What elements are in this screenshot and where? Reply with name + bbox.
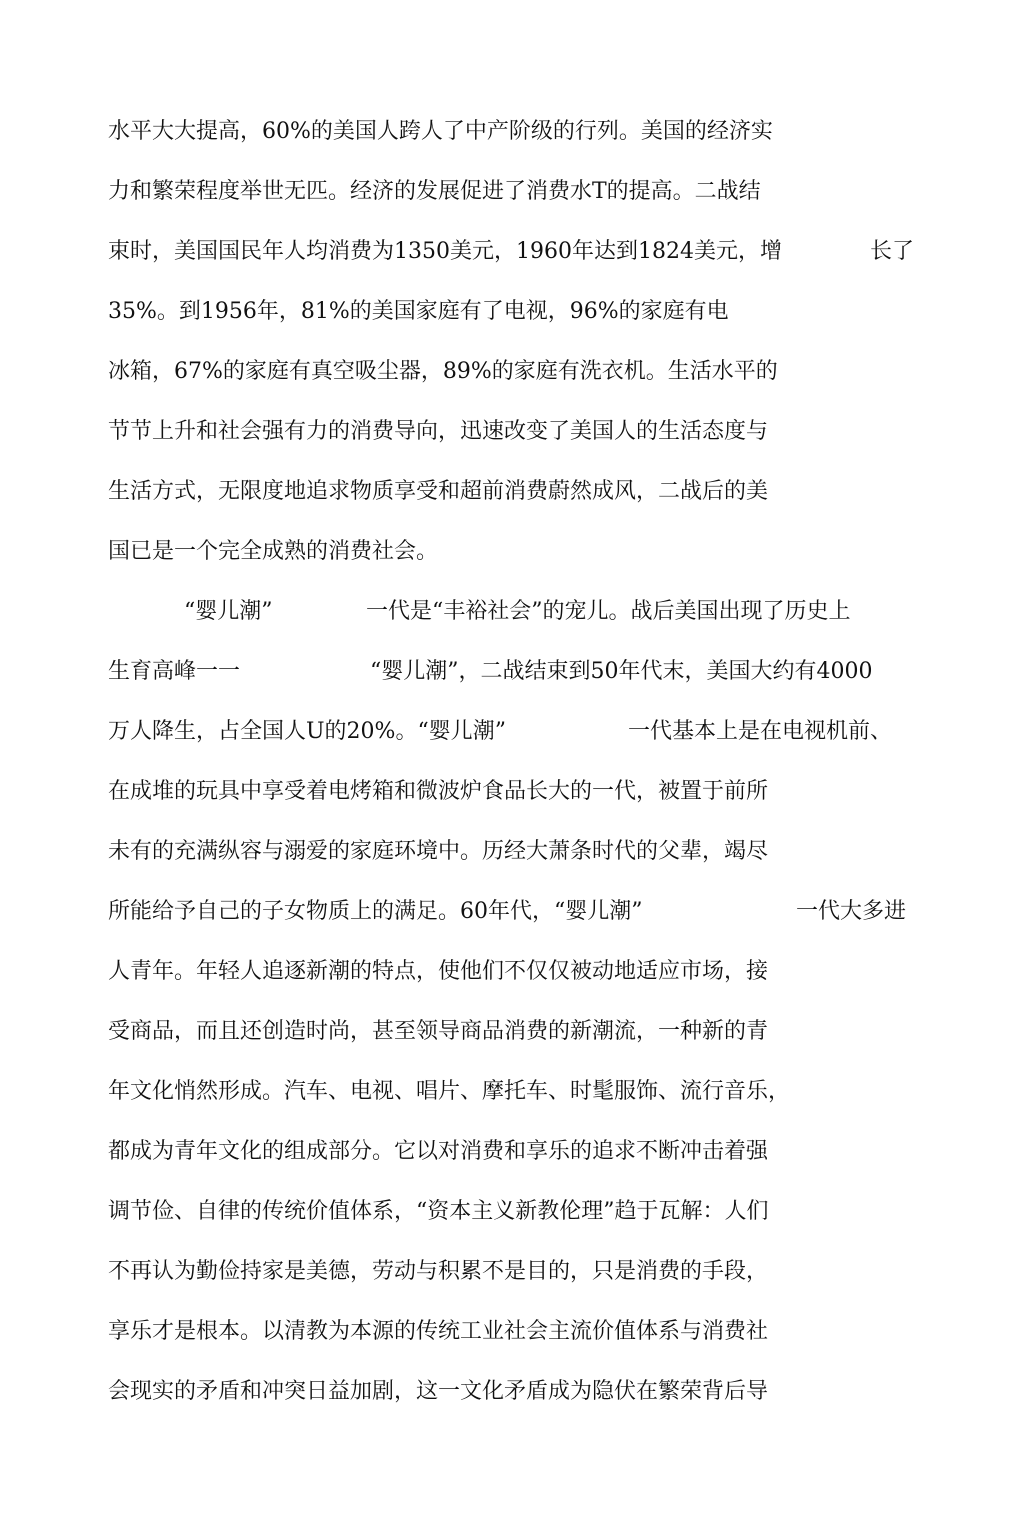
text-segment: 束时，美国国民年人均消费为1350美元，1960年达到1824美元，增 (108, 239, 782, 264)
text-segment: 节节上升和社会强有力的消费导向，迅速改变了美国人的生活态度与 (108, 419, 769, 444)
text-segment: 不再认为勤俭持家是美德，劳动与积累不是目的，只是消费的手段， (108, 1259, 769, 1284)
text-segment: 享乐才是根本。以清教为本源的传统工业社会主流价值体系与消费社 (108, 1319, 769, 1344)
text-segment: 力和繁荣程度举世无匹。经济的发展促进了消费水T的提高。二战结 (108, 179, 761, 204)
text-segment: 生活方式，无限度地追求物质享受和超前消费蔚然成风，二战后的美 (108, 479, 769, 504)
text-segment: 受商品，而且还创造时尚，甚至领导商品消费的新潮流，一种新的青 (108, 1019, 769, 1044)
text-segment: 未有的充满纵容与溺爱的家庭环境中。历经大萧条时代的父辈，竭尽 (108, 839, 769, 864)
text-segment: 水平大大提高，60%的美国人跨人了中产阶级的行列。美国的经济实 (108, 119, 773, 144)
text-segment: 调节俭、自律的传统价值体系，“资本主义新教伦理”趋于瓦解：人们 (108, 1199, 769, 1224)
text-segment: 35%。到1956年，81%的美国家庭有了电视，96%的家庭有电 (108, 299, 729, 324)
text-segment: 所能给予自己的子女物质上的满足。60年代，“婴儿潮” (108, 899, 643, 924)
text-segment: 都成为青年文化的组成部分。它以对消费和享乐的追求不断冲击着强 (108, 1139, 769, 1164)
text-segment: 一代大多进 (796, 899, 907, 924)
text-segment: “婴儿潮”，二战结束到50年代末，美国大约有4000 (370, 659, 873, 684)
text-segment: 长了 (870, 239, 915, 264)
text-segment: 人青年。年轻人追逐新潮的特点，使他们不仅仅被动地适应市场，接 (108, 959, 769, 984)
text-segment: 一代基本上是在电视机前、 (628, 719, 893, 744)
text-segment: 生育高峰一一 (108, 659, 241, 684)
text-segment: 国已是一个完全成熟的消费社会。 (108, 539, 439, 564)
text-segment: 年文化悄然形成。汽车、电视、唱片、摩托车、时髦服饰、流行音乐， (108, 1079, 791, 1104)
text-segment: 万人降生，占全国人U的20%。“婴儿潮” (108, 719, 506, 744)
text-segment: 会现实的矛盾和冲突日益加剧，这一文化矛盾成为隐伏在繁荣背后导 (108, 1379, 769, 1404)
text-segment: 一代是“丰裕社会”的宠儿。战后美国出现了历史上 (366, 599, 851, 624)
text-segment: “婴儿潮” (184, 599, 273, 624)
text-segment: 在成堆的玩具中享受着电烤箱和微波炉食品长大的一代，被置于前所 (108, 779, 769, 804)
text-segment: 冰箱，67%的家庭有真空吸尘器，89%的家庭有洗衣机。生活水平的 (108, 359, 778, 384)
